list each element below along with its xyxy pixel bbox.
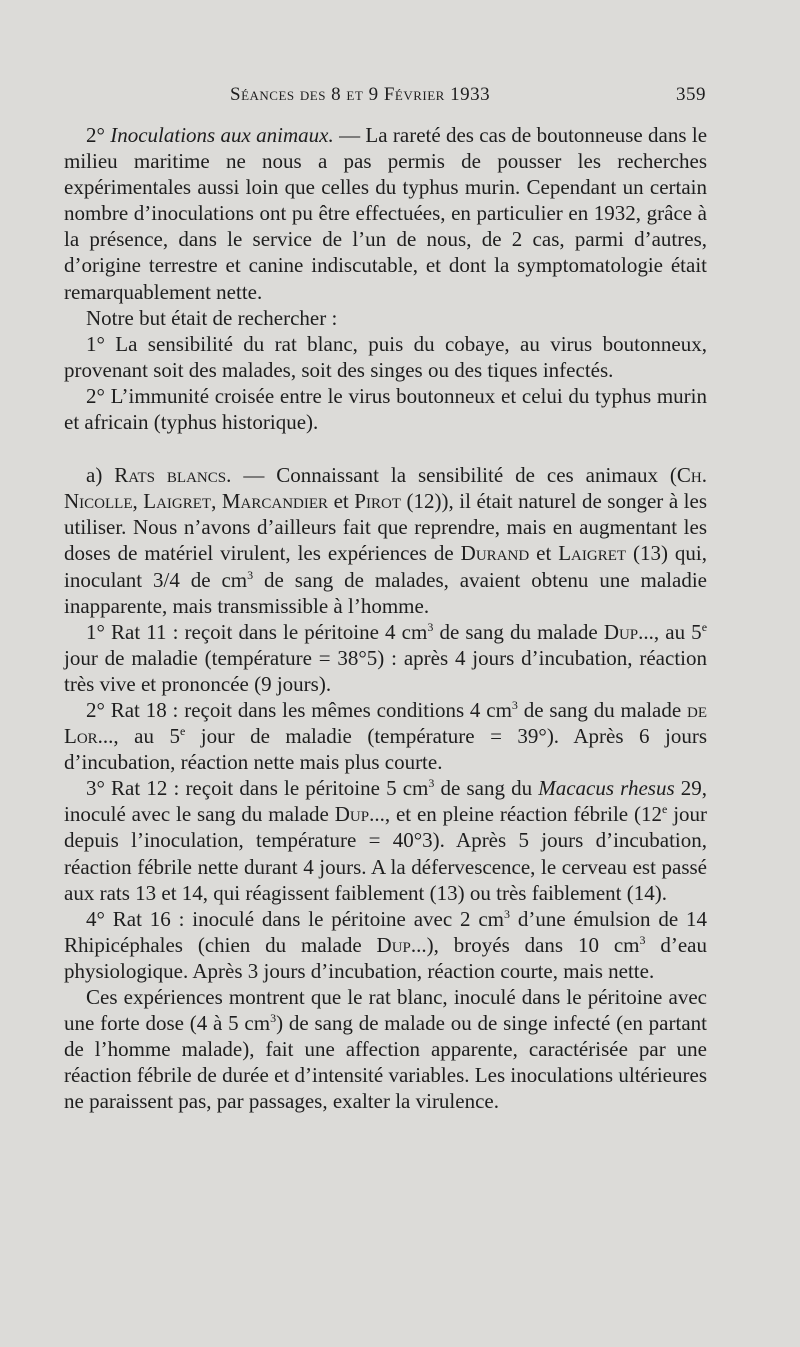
aim-item xyxy=(64,383,707,435)
experiment-text: de sang du xyxy=(440,776,533,801)
superscript: e xyxy=(701,619,708,634)
patient-name: de Lor xyxy=(64,697,707,749)
superscript: 3 xyxy=(427,619,434,634)
subsection-title: Rats blancs. xyxy=(114,463,232,488)
citation-authors: Ch. Nicolle, Laigret, Marcandier xyxy=(64,463,707,514)
conclusion-text: Ces expériences montrent que le rat blanc, inoculé dans le péritoine avec une forte dose (4 à 5 cm xyxy=(64,985,707,1036)
patient-name: Dup xyxy=(603,619,639,644)
experiment-text: ..., au 5 xyxy=(97,724,180,749)
section-number: 2° xyxy=(86,123,105,147)
citation-conjunction: et xyxy=(536,541,552,566)
experiment-number: 4° xyxy=(86,906,105,931)
running-title: Séances des 8 et 9 Février 1933 xyxy=(230,84,491,105)
experiment-rat-12 xyxy=(64,775,707,905)
section-intro-text: — La rareté des cas de boutonneuse dans le milieu maritime ne nous a pas permis de pousser les recherches expérimentales aussi loin que celles du typhus murin. Cependant un certain nombre d’inoculations ont pu être effectuées, en particulier en 1932, grâce à la présence, dans le service de l’un de nous, de 2 cas, parmi d’autres, d’origine terrestre et canine indiscutable, et dont la symptomatologie était remarquablement nette. xyxy=(64,123,708,304)
experiment-text: Rat 16 : inoculé dans le péritoine avec 2 cm xyxy=(112,906,505,931)
aim-item xyxy=(64,331,707,383)
experiment-rat-11 xyxy=(64,619,707,697)
citation-author: Pirot xyxy=(354,489,401,514)
experiment-number: 3° xyxy=(86,776,105,801)
page-number: 359 xyxy=(676,84,706,105)
experiment-text: ..., et en pleine réaction fébrile (12 xyxy=(369,802,662,827)
experiment-text: 29, inoculé avec le sang du malade xyxy=(64,776,708,827)
experiment-text: jour depuis l’inoculation, température = 40°3). Après 5 jours d’incubation, réaction fébrile nette durant 4 jours. A la défervescence, le cerveau est passé aux rats 13 et 14, qui réagissent faiblement (13) ou très faiblement (14). xyxy=(64,802,708,905)
subsection-text: (12)), il était naturel de songer à les utiliser. Nous n’avons d’ailleurs fait que reprendre, mais en augmentant les doses de matériel virulent, les expériences de xyxy=(64,489,707,566)
running-header xyxy=(64,84,706,112)
superscript: 3 xyxy=(247,567,254,582)
experiment-text: jour de maladie (température = 38°5) : après 4 jours d’incubation, réaction très vive et prononcée (9 jours). xyxy=(64,645,707,696)
experiment-text: jour de maladie (température = 39°). Après 6 jours d’incubation, réaction nette mais plus courte. xyxy=(64,724,708,775)
superscript: 3 xyxy=(511,697,518,712)
superscript: 3 xyxy=(504,906,511,921)
section-heading: Inoculations aux animaux. xyxy=(110,123,334,147)
subsection-label: a) xyxy=(86,463,103,488)
aim-item-number: 2° xyxy=(86,383,105,408)
conclusion-text: ) de sang de malade ou de singe infecté (en partant de l’homme malade), fait une affection apparente, caractérisée par une réaction fébrile de durée et d’intensité variables. Les inoculations ultérieures ne paraissent pas, par passages, exalter la virulence. xyxy=(64,1011,707,1114)
subsection-a-paragraph xyxy=(64,462,707,619)
patient-name: Dup xyxy=(334,802,370,827)
conclusion-paragraph xyxy=(64,984,707,1114)
experiment-text: d’une émulsion de 14 Rhipicéphales (chien du malade xyxy=(64,906,708,957)
experiment-text: de sang du malade xyxy=(523,697,682,722)
section-intro-paragraph xyxy=(64,122,707,305)
superscript: e xyxy=(179,724,186,739)
experiment-text: ..., au 5 xyxy=(638,619,702,644)
experiment-text: d’eau physiologique. Après 3 jours d’incubation, réaction courte, mais nette. xyxy=(64,932,707,983)
citation-conjunction: et xyxy=(333,489,349,514)
experiment-text: Rat 11 : reçoit dans le péritoine 4 cm xyxy=(111,619,428,644)
patient-name: Dup xyxy=(376,932,411,957)
experiment-number: 1° xyxy=(86,619,105,644)
superscript: e xyxy=(661,802,668,817)
experiment-rat-16 xyxy=(64,906,707,984)
superscript: 3 xyxy=(639,932,646,947)
aim-item-number: 1° xyxy=(86,331,105,356)
citation-author: Durand xyxy=(460,541,530,566)
experiment-text: Rat 18 : reçoit dans les mêmes conditions 4 cm xyxy=(110,697,512,722)
aim-item-text: La sensibilité du rat blanc, puis du cobaye, au virus boutonneux, provenant soit des malades, soit des singes ou des tiques infectés. xyxy=(64,331,707,382)
page-body xyxy=(64,122,707,1114)
aim-item-text: L’immunité croisée entre le virus boutonneux et celui du typhus murin et africain (typhus historique). xyxy=(64,383,708,435)
aim-paragraph xyxy=(64,305,707,331)
citation-author: Laigret xyxy=(558,541,627,566)
species-name: Macacus rhesus xyxy=(538,776,675,801)
superscript: 3 xyxy=(270,1011,277,1026)
subsection-text: — Connaissant la sensibilité de ces animaux ( xyxy=(243,463,677,488)
subsection-text: de sang de malades, avaient obtenu une maladie inapparente, mais transmissible à l’homme. xyxy=(64,567,707,618)
experiment-text: Rat 12 : reçoit dans le péritoine 5 cm xyxy=(111,776,429,801)
aim-text: Notre but était de rechercher : xyxy=(86,305,338,330)
experiment-text: de sang du malade xyxy=(439,619,598,644)
experiment-text: ...), broyés dans 10 cm xyxy=(410,932,640,957)
subsection-text: (13) qui, inoculant 3/4 de cm xyxy=(64,541,707,592)
experiment-rat-18 xyxy=(64,697,707,775)
experiment-number: 2° xyxy=(86,697,105,722)
superscript: 3 xyxy=(428,776,435,791)
